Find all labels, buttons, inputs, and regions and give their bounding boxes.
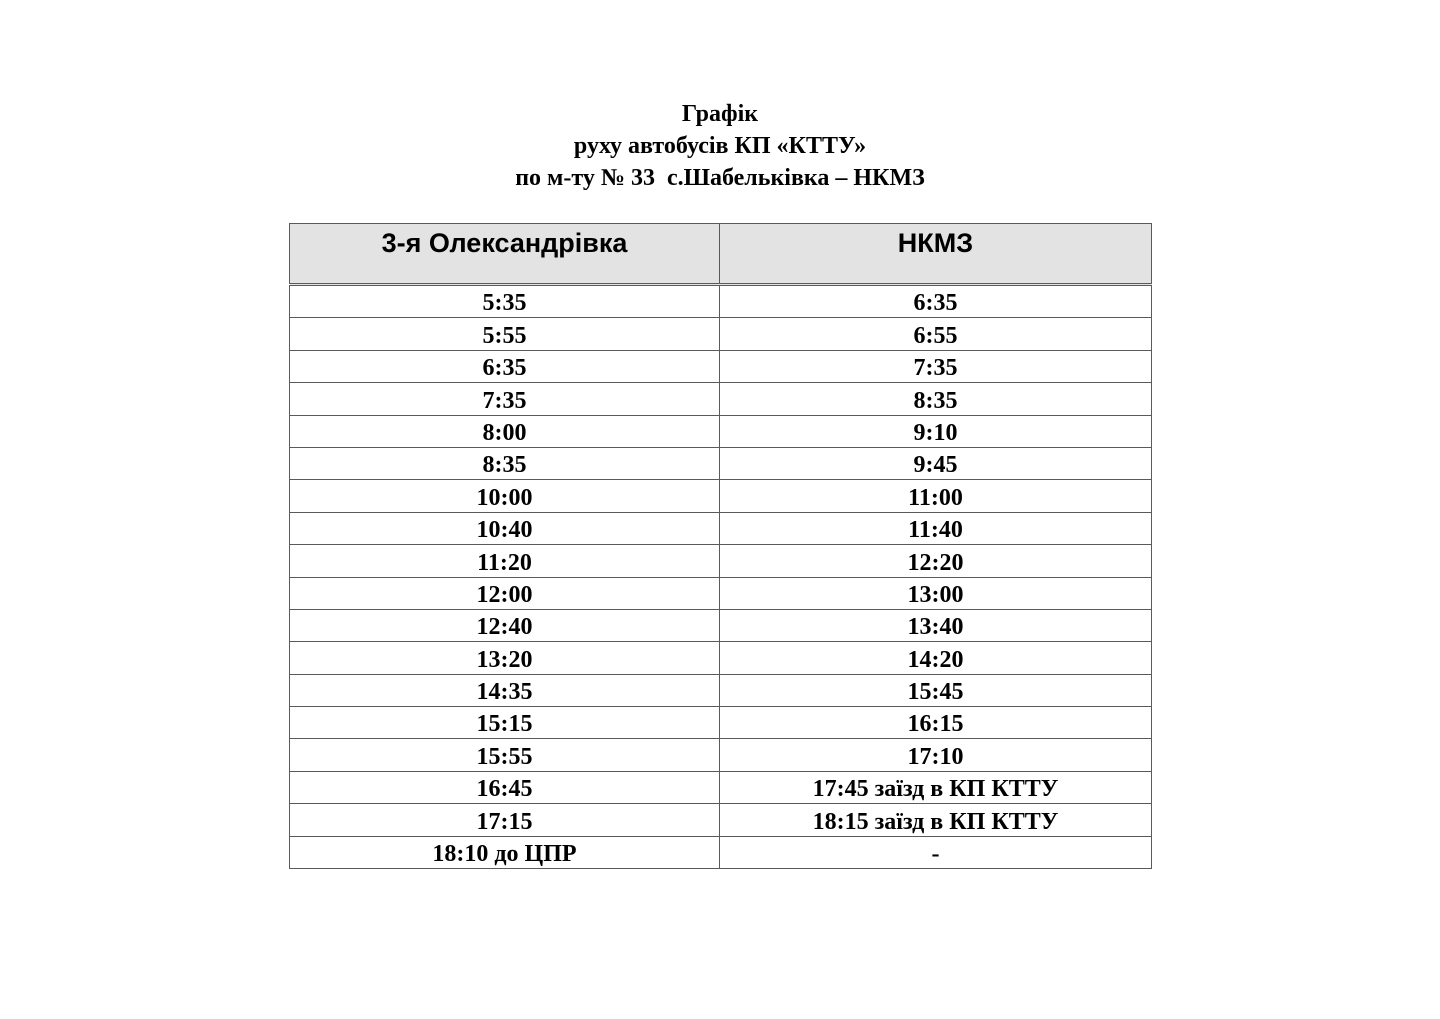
- time-oleksandrivka-cell: 14:35: [290, 674, 720, 706]
- time-nkmz-cell: 11:40: [720, 512, 1152, 544]
- time-nkmz-cell: 17:45 заїзд в КП КТТУ: [720, 771, 1152, 803]
- table-header-row: [290, 224, 1152, 285]
- time-nkmz-cell: 8:35: [720, 383, 1152, 415]
- time-oleksandrivka-cell: 15:15: [290, 707, 720, 739]
- table-row: [290, 480, 1152, 512]
- time-oleksandrivka-cell: 11:20: [290, 545, 720, 577]
- time-nkmz-cell: 11:00: [720, 480, 1152, 512]
- table-row: [290, 545, 1152, 577]
- table-row: [290, 383, 1152, 415]
- time-oleksandrivka-cell: 16:45: [290, 771, 720, 803]
- table-row: [290, 707, 1152, 739]
- time-nkmz-cell: 9:10: [720, 415, 1152, 447]
- time-nkmz-cell: 6:55: [720, 318, 1152, 350]
- table-row: [290, 350, 1152, 382]
- time-nkmz-cell: 13:40: [720, 609, 1152, 641]
- schedule-table: [289, 223, 1152, 869]
- title-line-3: по м-ту № 33 с.Шабельківка – НКМЗ: [515, 165, 925, 191]
- title-line-2: руху автобусів КП «КТТУ»: [573, 133, 867, 159]
- time-oleksandrivka-cell: 13:20: [290, 642, 720, 674]
- time-oleksandrivka-cell: 10:40: [290, 512, 720, 544]
- time-nkmz-cell: 9:45: [720, 447, 1152, 479]
- time-oleksandrivka-cell: 8:00: [290, 415, 720, 447]
- time-nkmz-cell: 17:10: [720, 739, 1152, 771]
- time-nkmz-cell: 16:15: [720, 707, 1152, 739]
- time-oleksandrivka-cell: 10:00: [290, 480, 720, 512]
- time-oleksandrivka-cell: 5:35: [290, 285, 720, 318]
- time-oleksandrivka-cell: 12:00: [290, 577, 720, 609]
- table-row: [290, 609, 1152, 641]
- table-row: [290, 642, 1152, 674]
- table-row: [290, 415, 1152, 447]
- time-oleksandrivka-cell: 8:35: [290, 447, 720, 479]
- title-line-1: Графік: [681, 101, 759, 127]
- document-title: [0, 98, 1440, 194]
- table-row: [290, 804, 1152, 836]
- schedule-body: [290, 285, 1152, 869]
- table-row: [290, 836, 1152, 868]
- table-row: [290, 771, 1152, 803]
- time-nkmz-cell: 6:35: [720, 285, 1152, 318]
- time-oleksandrivka-cell: 18:10 до ЦПР: [290, 836, 720, 868]
- time-nkmz-cell: -: [720, 836, 1152, 868]
- time-nkmz-cell: 7:35: [720, 350, 1152, 382]
- table-row: [290, 512, 1152, 544]
- time-nkmz-cell: 13:00: [720, 577, 1152, 609]
- time-nkmz-cell: 15:45: [720, 674, 1152, 706]
- time-nkmz-cell: 18:15 заїзд в КП КТТУ: [720, 804, 1152, 836]
- time-oleksandrivka-cell: 7:35: [290, 383, 720, 415]
- time-oleksandrivka-cell: 6:35: [290, 350, 720, 382]
- header-departure-nkmz: НКМЗ: [720, 224, 1152, 285]
- table-row: [290, 739, 1152, 771]
- table-row: [290, 318, 1152, 350]
- table-row: [290, 285, 1152, 318]
- header-departure-oleksandrivka: 3-я Олександрівка: [290, 224, 720, 285]
- table-row: [290, 447, 1152, 479]
- time-oleksandrivka-cell: 17:15: [290, 804, 720, 836]
- time-oleksandrivka-cell: 12:40: [290, 609, 720, 641]
- time-oleksandrivka-cell: 5:55: [290, 318, 720, 350]
- table-row: [290, 674, 1152, 706]
- table-row: [290, 577, 1152, 609]
- time-nkmz-cell: 14:20: [720, 642, 1152, 674]
- time-nkmz-cell: 12:20: [720, 545, 1152, 577]
- time-oleksandrivka-cell: 15:55: [290, 739, 720, 771]
